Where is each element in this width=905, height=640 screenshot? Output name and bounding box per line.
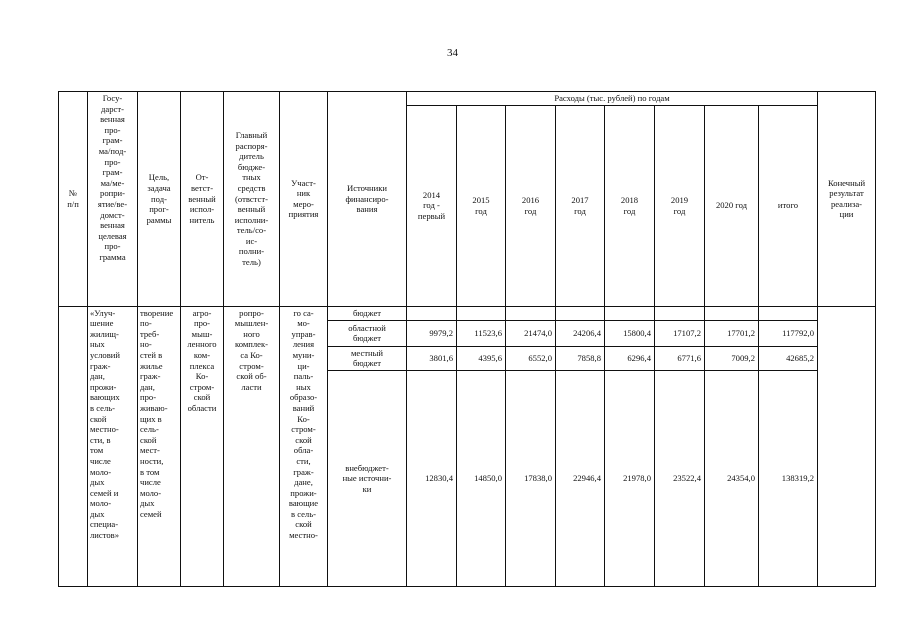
funding-value [605,306,655,320]
budget-table [58,91,876,587]
funding-value: 21474,0 [506,320,556,346]
header-row-top [59,92,876,106]
funding-value: 3801,6 [407,346,457,370]
funding-value: 7858,8 [556,346,605,370]
funding-source: местный бюджет [328,346,407,370]
header-num: № п/п [59,92,88,307]
program-name-cell: «Улуч- шение жилищ- ных условий граж- дан, прожи- вающих в сель- ской местно- сти, в том числе моло- дых семей и моло- дых специа- листов» [88,306,138,586]
header-expenses: Расходы (тыс. рублей) по годам [407,92,818,106]
funding-value: 7009,2 [705,346,759,370]
funding-value [457,306,506,320]
funding-value [506,306,556,320]
funding-value: 11523,6 [457,320,506,346]
funding-value [705,306,759,320]
funding-value: 117792,0 [759,320,818,346]
funding-value: 14850,0 [457,370,506,586]
funding-source: бюджет [328,306,407,320]
funding-value: 6296,4 [605,346,655,370]
funding-value: 15800,4 [605,320,655,346]
result-cell [818,306,876,586]
header-goal: Цель, задача под- прог- раммы [138,92,181,307]
row-num-cell [59,306,88,586]
header-year-2014: 2014 год - первый [407,105,457,306]
header-year-2020: 2020 год [705,105,759,306]
funding-value: 24206,4 [556,320,605,346]
funding-value: 17838,0 [506,370,556,586]
goal-cell: творение по- треб- но- стей в жилье граж- дан, про- живаю- щих в сель- ской мест- ности, в том числе моло- дых семей [138,306,181,586]
header-manager: Главный распоря- дитель бюдже- тных средств (отвстст- венный исполни- тель/со- ис- полни- тель) [224,92,280,307]
header-year-2017: 2017 год [556,105,605,306]
funding-value: 22946,4 [556,370,605,586]
funding-value: 24354,0 [705,370,759,586]
funding-value: 23522,4 [655,370,705,586]
header-participant: Участ- ник меро- приятия [280,92,328,307]
manager-cell: ропро- мышлен- ного комплек- са Ко- стром- ской об- ласти [224,306,280,586]
responsible-cell: агро- про- мыш- ленного ком- плекса Ко- стром- ской области [181,306,224,586]
header-total: итого [759,105,818,306]
header-sources: Источники финансиро- вания [328,92,407,307]
page-number: 34 [447,47,458,59]
header-responsible: От- ветст- венный испол- нитель [181,92,224,307]
funding-source: внебюджет- ные источни- ки [328,370,407,586]
header-year-2016: 2016 год [506,105,556,306]
funding-value [759,306,818,320]
funding-value: 17701,2 [705,320,759,346]
header-year-2018: 2018 год [605,105,655,306]
header-year-2015: 2015 год [457,105,506,306]
funding-value: 17107,2 [655,320,705,346]
funding-row [59,306,876,320]
funding-value: 138319,2 [759,370,818,586]
header-result: Конечный результат реализа- ции [818,92,876,307]
funding-source: областной бюджет [328,320,407,346]
funding-value: 9979,2 [407,320,457,346]
funding-value [655,306,705,320]
participant-cell: го са- мо- управ- ления муни- ци- паль- ных образо- ваний Ко- стром- ской обла- сти, граж- дане, прожи- вающие в сель- ской местно- [280,306,328,586]
funding-value [407,306,457,320]
funding-value: 42685,2 [759,346,818,370]
header-program: Госу- дарст- венная про- грам- ма/под- про- грам- ма/ме- ропри- ятие/ве- домст- венная целевая про- грамма [88,92,138,307]
funding-value: 6552,0 [506,346,556,370]
funding-value: 12830,4 [407,370,457,586]
funding-value [556,306,605,320]
header-year-2019: 2019 год [655,105,705,306]
funding-value: 21978,0 [605,370,655,586]
funding-value: 6771,6 [655,346,705,370]
funding-value: 4395,6 [457,346,506,370]
